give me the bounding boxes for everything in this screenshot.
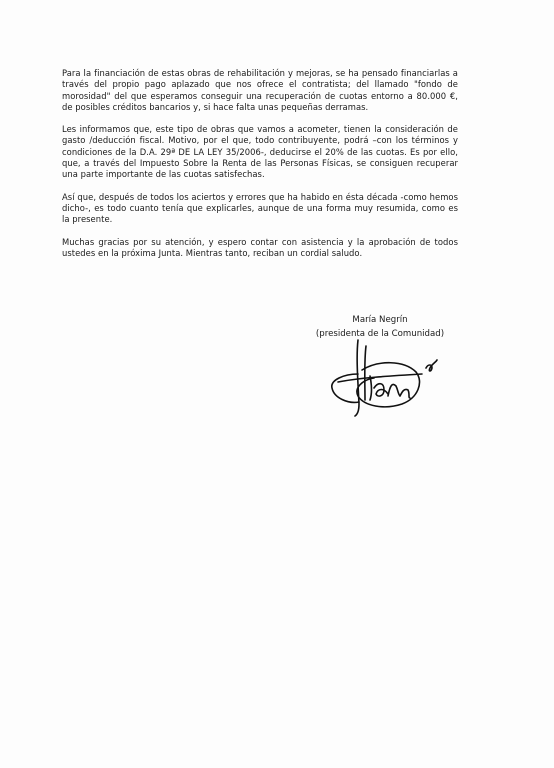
letter-body	[62, 68, 458, 270]
paragraph-tax-deduction: Les informamos que, este tipo de obras que vamos a acometer, tienen la consideración de gasto /deducción fiscal. Motivo, por el que, todo contribuyente, podrá –con los términos y condiciones de la D.A. 29ª DE LA LEY 35/2006-, deducirse el 20% de las cuotas. Es por ello, que, a través del Impuesto Sobre la Renta de las Personas Físicas, se consiguen recuperar una parte importante de las cuotas satisfechas.	[62, 124, 458, 180]
paragraph-financing: Para la financiación de estas obras de rehabilitación y mejoras, se ha pensado financiarlas a través del propio pago aplazado que nos ofrece el contratista; del llamado "fondo de morosidad" del que esperamos conseguir una recuperación de cuotas entorno a 80.000 €, de posibles créditos bancarios y, si hace falta unas pequeñas derramas.	[62, 68, 458, 112]
signatory-name: María Negrín	[352, 315, 408, 325]
paragraph-closing: Muchas gracias por su atención, y espero contar con asistencia y la aprobación de todos ustedes en la próxima Junta. Mientras tanto, reciban un cordial saludo.	[62, 236, 458, 258]
handwritten-signature-icon	[318, 338, 438, 420]
paragraph-summary: Así que, después de todos los aciertos y errores que ha habido en ésta década -como hemos dicho-, es todo cuanto tenía que explicarles, aunque de una forma muy resumida, como es la presente.	[62, 191, 458, 225]
signatory-role: (presidenta de la Comunidad)	[315, 329, 445, 339]
